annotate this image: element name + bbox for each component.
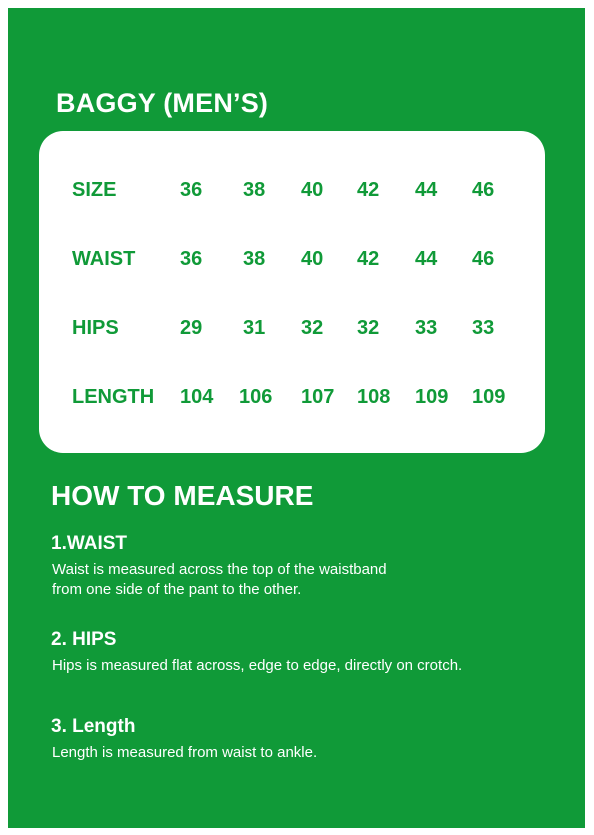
table-cell: 106 <box>239 386 273 408</box>
table-cell: 42 <box>357 179 380 201</box>
table-cell: 109 <box>472 386 506 408</box>
text-line: Waist is measured across the top of the waistband <box>52 561 387 578</box>
table-cell: 33 <box>415 317 438 339</box>
table-cell: 32 <box>357 317 380 339</box>
size-table <box>39 131 545 453</box>
size-guide-card <box>8 8 585 828</box>
table-cell: 108 <box>357 386 391 408</box>
table-row-waist <box>39 248 545 278</box>
hips-section-text <box>52 656 532 676</box>
table-row-length <box>39 386 545 416</box>
length-section-heading: 3. Length <box>51 716 136 737</box>
table-cell: 31 <box>243 317 266 339</box>
row-label: SIZE <box>72 179 117 201</box>
text-line: Length is measured from waist to ankle. <box>52 744 318 761</box>
table-cell: 109 <box>415 386 449 408</box>
table-cell: 38 <box>243 248 266 270</box>
page-title: BAGGY (MEN’S) <box>56 88 269 118</box>
waist-section-heading: 1.WAIST <box>51 533 128 554</box>
text-line: from one side of the pant to the other. <box>52 581 302 598</box>
row-label: HIPS <box>72 317 119 339</box>
hips-section-heading: 2. HIPS <box>51 629 117 650</box>
table-cell: 44 <box>415 248 438 270</box>
text-line: Hips is measured flat across, edge to edge, directly on crotch. <box>52 657 463 674</box>
row-label: WAIST <box>72 248 136 270</box>
table-cell: 104 <box>180 386 214 408</box>
table-cell: 36 <box>180 248 203 270</box>
table-cell: 44 <box>415 179 438 201</box>
table-row-hips <box>39 317 545 347</box>
table-cell: 107 <box>301 386 335 408</box>
table-cell: 33 <box>472 317 495 339</box>
length-section-text <box>52 743 532 763</box>
table-cell: 32 <box>301 317 324 339</box>
table-cell: 40 <box>301 179 324 201</box>
table-cell: 36 <box>180 179 203 201</box>
row-label: LENGTH <box>72 386 155 408</box>
table-row-size <box>39 179 545 209</box>
table-cell: 46 <box>472 248 495 270</box>
table-cell: 38 <box>243 179 266 201</box>
waist-section-text <box>52 560 532 600</box>
how-to-measure-heading: HOW TO MEASURE <box>51 480 314 511</box>
table-cell: 42 <box>357 248 380 270</box>
table-cell: 40 <box>301 248 324 270</box>
table-cell: 46 <box>472 179 495 201</box>
table-cell: 29 <box>180 317 203 339</box>
